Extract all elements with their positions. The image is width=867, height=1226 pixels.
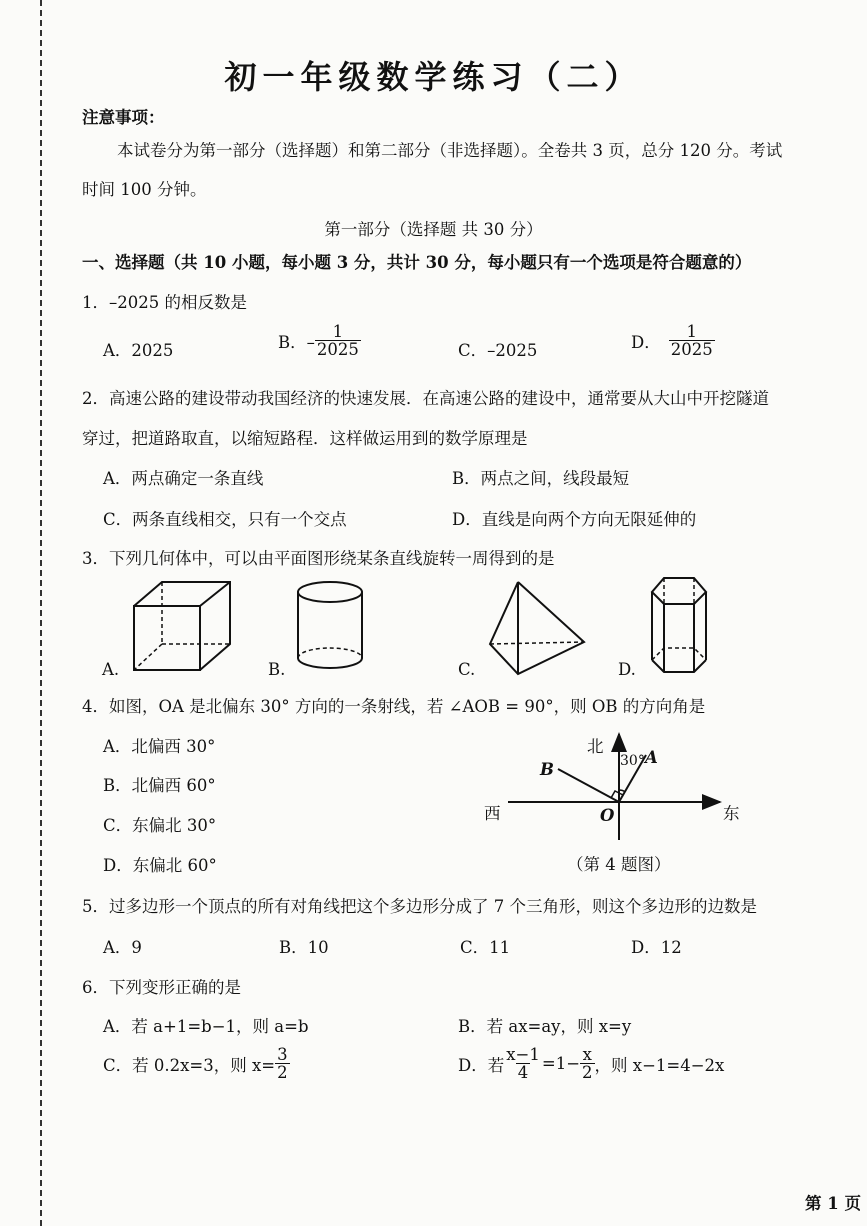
q2-option-d: D．直线是向两个方向无限延伸的	[452, 510, 697, 529]
diagram-point-a-label: A	[645, 748, 658, 767]
q6-option-d-middle: =1−	[541, 1054, 581, 1074]
q2-stem-line2: 穿过，把道路取直，以缩短路程．这样做运用到的数学原理是	[82, 429, 528, 448]
q4-option-b: B．北偏西 60°	[103, 776, 216, 795]
q2-stem-line1: 2．高速公路的建设带动我国经济的快速发展．在高速公路的建设中，通常要从大山中开挖隧道	[82, 389, 769, 408]
notice-line-2: 时间 100 分钟。	[82, 180, 207, 199]
q6-option-d-suffix: ，则 x−1=4−2x	[594, 1055, 725, 1075]
q6-c-numerator: 3	[277, 1045, 288, 1064]
q4-option-d: D．东偏北 60°	[103, 856, 217, 875]
cylinder-figure	[296, 580, 368, 672]
q6-d-numerator-2: x	[582, 1045, 592, 1064]
q1-option-a: A．2025	[103, 341, 174, 360]
q6-option-c-fraction	[275, 1046, 290, 1082]
q6-option-c-text: C．若 0.2x=3，则 x=	[103, 1055, 276, 1075]
page-title: 初一年级数学练习（二）	[224, 58, 643, 96]
q5-option-a: A．9	[103, 938, 142, 957]
q1-option-b-fraction	[315, 323, 361, 359]
q6-option-d-prefix: D．若	[458, 1055, 505, 1075]
q1-d-denominator: 2025	[670, 340, 713, 360]
notice-heading: 注意事项：	[82, 108, 165, 127]
q1-option-b	[278, 323, 361, 359]
q5-option-b: B．10	[279, 938, 329, 957]
q6-stem: 6．下列变形正确的是	[82, 978, 241, 997]
hexagonal-prism-figure	[648, 576, 710, 676]
q3-option-a: A.	[102, 660, 120, 679]
q1-option-d	[631, 323, 715, 359]
diagram-point-b-label: B	[540, 760, 554, 779]
notice-line-1: 本试卷分为第一部分（选择题）和第二部分（非选择题）。全卷共 3 页，总分 120 分。考试	[117, 141, 783, 160]
diagram-west-label: 西	[484, 804, 501, 823]
q3-stem: 3．下列几何体中，可以由平面图形绕某条直线旋转一周得到的是	[82, 549, 555, 568]
diagram-east-label: 东	[723, 804, 740, 823]
q1-option-c: C．–2025	[458, 341, 538, 360]
diagram-caption: （第 4 题图）	[567, 855, 671, 874]
q1-b-numerator: 1	[332, 322, 344, 341]
q1-d-numerator: 1	[686, 322, 697, 341]
section1-heading: 一、选择题（共 10 小题，每小题 3 分，共计 30 分，每小题只有一个选项是符合题意的）	[82, 253, 752, 272]
q4-stem: 4．如图，OA 是北偏东 30° 方向的一条射线，若 ∠AOB = 90°，则 OB 的方向角是	[82, 697, 706, 716]
diagram-angle-label: 30°	[620, 753, 645, 769]
page-number-footer: 第 1 页	[805, 1194, 861, 1213]
q2-option-b: B．两点之间，线段最短	[452, 469, 630, 488]
q6-d-denominator-1: 4	[517, 1063, 529, 1083]
q5-option-c: C．11	[460, 938, 511, 957]
q4-option-a: A．北偏西 30°	[103, 737, 216, 756]
q4-option-c: C．东偏北 30°	[103, 816, 217, 835]
q6-option-a: A．若 a+1=b−1，则 a=b	[103, 1017, 309, 1036]
q3-option-d: D.	[618, 660, 636, 679]
q1-stem: 1．–2025 的相反数是	[82, 293, 247, 312]
q3-option-c: C.	[458, 660, 476, 679]
q5-option-d: D．12	[631, 938, 682, 957]
q5-stem: 5．过多边形一个顶点的所有对角线把这个多边形分成了 7 个三角形，则这个多边形的边数是	[82, 897, 757, 916]
q6-option-d-fraction-2	[580, 1046, 595, 1082]
cube-figure	[130, 578, 240, 674]
q2-option-a: A．两点确定一条直线	[103, 469, 264, 488]
diagram-origin-label: O	[600, 806, 615, 825]
q6-d-numerator-1: x−1	[506, 1045, 540, 1064]
q1-option-b-label: B．–	[278, 332, 315, 352]
q1-b-denominator: 2025	[316, 340, 359, 360]
q6-option-c	[103, 1046, 290, 1082]
binding-dashed-line	[40, 0, 42, 1226]
q6-option-d-fraction-1	[504, 1046, 542, 1082]
q6-c-denominator: 2	[277, 1063, 288, 1083]
pyramid-figure	[488, 580, 588, 676]
q2-option-c: C．两条直线相交，只有一个交点	[103, 510, 347, 529]
q3-option-b: B.	[268, 660, 286, 679]
q6-option-b: B．若 ax=ay，则 x=y	[458, 1017, 632, 1036]
q1-option-d-label: D．	[631, 332, 661, 352]
q6-d-denominator-2: 2	[582, 1063, 593, 1083]
part1-heading: 第一部分（选择题 共 30 分）	[324, 220, 543, 239]
diagram-north-label: 北	[587, 737, 604, 756]
q1-option-d-fraction	[669, 323, 715, 359]
q6-option-d	[458, 1046, 724, 1082]
direction-angle-diagram	[478, 728, 758, 844]
